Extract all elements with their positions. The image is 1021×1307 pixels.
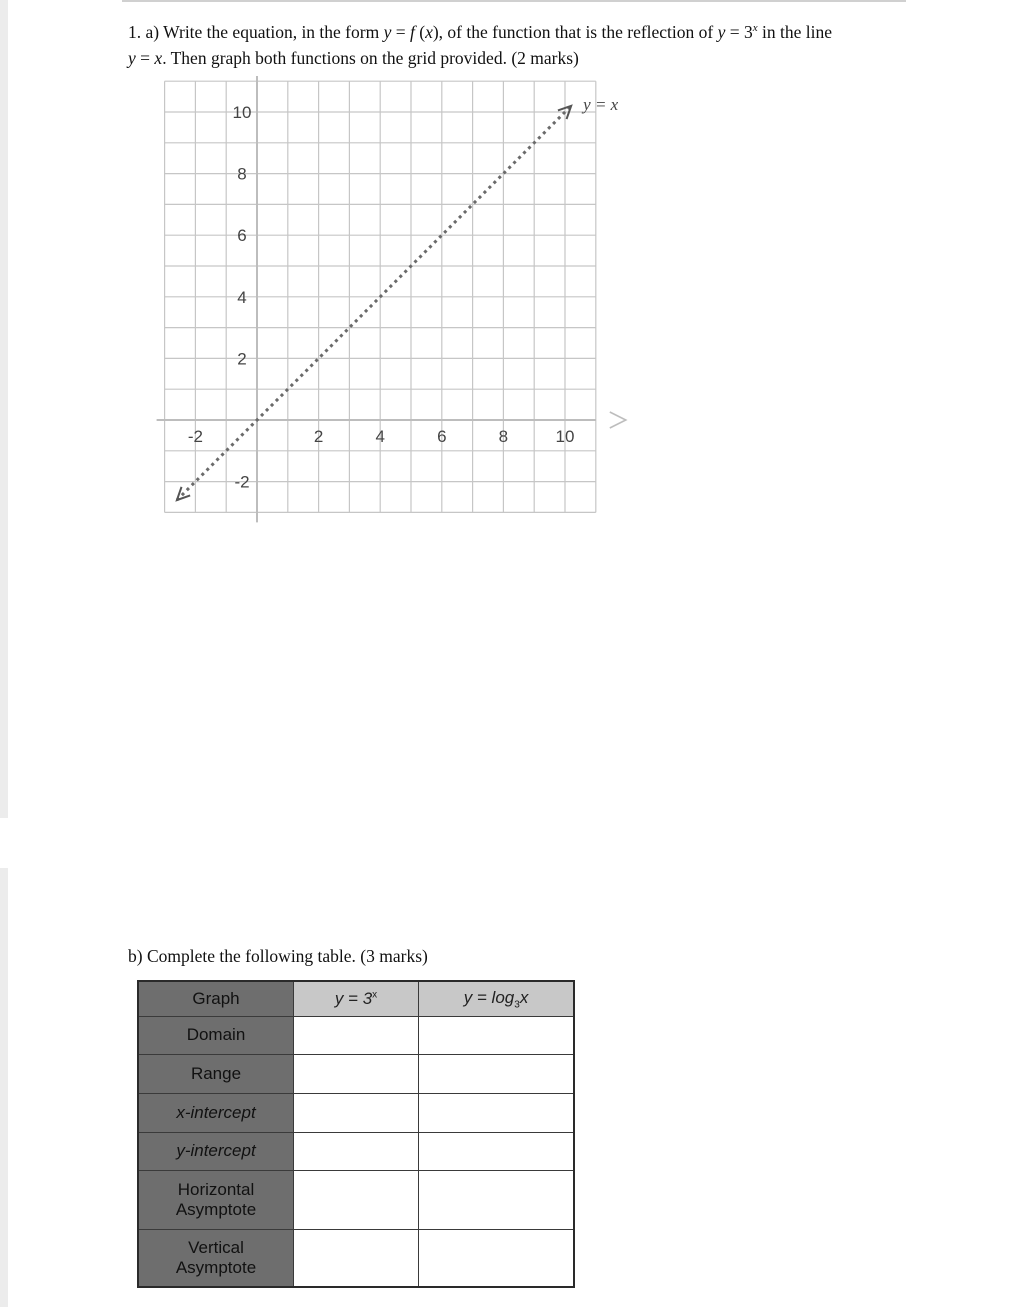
row-label xyxy=(138,1170,294,1229)
exponent: x xyxy=(752,22,758,34)
table-row xyxy=(138,1054,574,1093)
x-tick-label: 2 xyxy=(313,427,324,446)
math-var: y xyxy=(717,21,726,42)
y-tick-label: 4 xyxy=(237,287,247,307)
x-tick-label: -2 xyxy=(187,427,203,446)
x-tick-label: 6 xyxy=(437,427,447,446)
table-row xyxy=(138,1093,574,1132)
answer-cell[interactable] xyxy=(419,1229,575,1287)
answer-cell[interactable] xyxy=(294,1016,419,1054)
answer-cell[interactable] xyxy=(419,1054,575,1093)
question-text: Write the equation, in the form xyxy=(159,21,384,42)
y-tick-label: 6 xyxy=(237,226,247,246)
header-graph-cell: Graph xyxy=(138,981,294,1016)
row-label xyxy=(138,1229,294,1287)
y-tick-label: -2 xyxy=(234,472,250,492)
row-label-line: Horizontal xyxy=(177,1179,255,1199)
math-op: ( xyxy=(414,21,426,42)
question-text: . Then graph both functions on the grid provided. (2 marks) xyxy=(162,47,579,68)
header-log-label: y = log xyxy=(463,987,515,1007)
row-label-line: Asymptote xyxy=(175,1257,257,1277)
row-label-line: Asymptote xyxy=(175,1199,257,1219)
answer-cell[interactable] xyxy=(419,1170,575,1229)
header-exponent: x xyxy=(372,989,378,1001)
x-tick-label: 4 xyxy=(375,427,385,446)
x-axis-arrow-icon xyxy=(610,412,626,428)
y-tick-label: 8 xyxy=(237,164,247,184)
header-logarithmic-cell xyxy=(419,981,575,1016)
header-log-base: 3 xyxy=(514,998,520,1010)
question-number: 1. a) xyxy=(128,21,160,42)
row-label: Domain xyxy=(138,1016,294,1054)
math-var: x xyxy=(154,47,163,68)
y-tick-label: 2 xyxy=(237,349,247,369)
question-text: in the line xyxy=(757,21,833,42)
answer-cell[interactable] xyxy=(419,1132,575,1170)
math-op: = 3 xyxy=(725,21,753,42)
header-exponential-label: y = 3 xyxy=(334,988,373,1008)
row-label: Range xyxy=(138,1054,294,1093)
question-text: ), of the function that is the reflection of xyxy=(432,21,718,42)
line-label: y = x xyxy=(583,94,619,114)
table-row xyxy=(138,1170,574,1229)
row-label xyxy=(138,1093,294,1132)
header-exponential-cell xyxy=(294,981,419,1016)
math-var: y xyxy=(383,21,392,42)
answer-cell[interactable] xyxy=(294,1132,419,1170)
coordinate-grid-chart xyxy=(155,76,645,536)
row-label-line: Vertical xyxy=(188,1237,244,1257)
row-label xyxy=(138,1132,294,1170)
math-var: y xyxy=(128,47,136,68)
math-var: f xyxy=(409,21,415,42)
line-y-equals-x xyxy=(177,106,571,500)
page-left-gutter xyxy=(0,0,8,1307)
answer-cell[interactable] xyxy=(294,1093,419,1132)
table-row xyxy=(138,1132,574,1170)
answer-cell[interactable] xyxy=(419,1016,575,1054)
table-header-row xyxy=(138,981,574,1016)
properties-table xyxy=(137,980,575,1288)
answer-cell[interactable] xyxy=(294,1229,419,1287)
table-row xyxy=(138,1016,574,1054)
top-divider xyxy=(122,0,906,2)
x-tick-label: 8 xyxy=(498,427,509,446)
question-a-text xyxy=(128,15,918,71)
question-b-text: b) Complete the following table. (3 marks) xyxy=(128,946,428,966)
row-label-text: y-intercept xyxy=(176,1141,256,1160)
page-break xyxy=(0,818,22,868)
y-tick-label: 10 xyxy=(232,103,252,122)
answer-cell[interactable] xyxy=(294,1170,419,1229)
x-tick-label: 10 xyxy=(555,427,575,446)
header-log-var: x xyxy=(519,987,529,1007)
row-label-text: x-intercept xyxy=(176,1102,256,1122)
math-op: = xyxy=(135,47,155,68)
answer-cell[interactable] xyxy=(419,1093,575,1132)
table-row xyxy=(138,1229,574,1287)
answer-cell[interactable] xyxy=(294,1054,419,1093)
math-op: = xyxy=(391,21,410,42)
math-var: x xyxy=(425,21,433,42)
